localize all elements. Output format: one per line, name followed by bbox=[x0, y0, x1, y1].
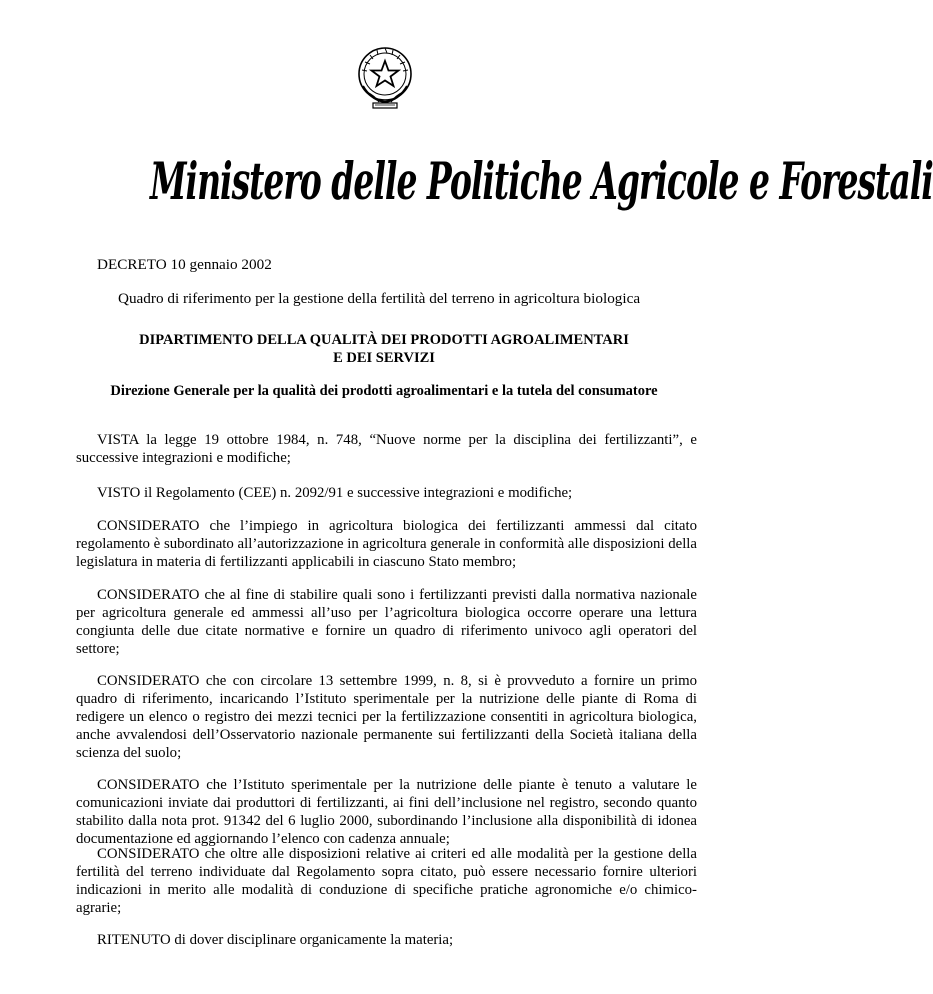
recital-paragraph: CONSIDERATO che oltre alle disposizioni relative ai criteri ed alle modalità per la gestione della fertilità del terreno individuate dal Regolamento sopra citato, può essere necessario fornire ulteriori indicazioni in merito alle modalità di conduzione di specifiche pratiche agronomiche e/o chimico-agrarie; bbox=[76, 846, 697, 916]
recital-paragraph: VISTO il Regolamento (CEE) n. 2092/91 e successive integrazioni e modifiche; bbox=[97, 485, 573, 501]
decree-subject: Quadro di riferimento per la gestione della fertilità del terreno in agricoltura biologica bbox=[118, 290, 641, 307]
department-heading: DIPARTIMENTO DELLA QUALITÀ DEI PRODOTTI AGROALIMENTARI bbox=[139, 332, 629, 348]
decree-date: DECRETO 10 gennaio 2002 bbox=[97, 256, 272, 273]
recital-paragraph: CONSIDERATO che l’impiego in agricoltura biologica dei fertilizzanti ammessi dal citato regolamento è subordinato all’autorizzazione in agricoltura generale in conformità alle disposizioni della legislatura in materia di fertilizzanti applicabili in ciascuno Stato membro; bbox=[76, 518, 697, 570]
emblem-of-italy-icon bbox=[353, 40, 417, 112]
ministry-wordmark: Ministero delle Politiche Agricole e Forestali bbox=[150, 151, 933, 212]
department-heading-continued: E DEI SERVIZI bbox=[333, 350, 435, 366]
recital-paragraph: CONSIDERATO che l’Istituto sperimentale per la nutrizione delle piante è tenuto a valutare le comunicazioni inviate dai produttori di fertilizzanti, ai fini dell’inclusione nel registro, secondo quanto stabilito dalla nota prot. 91342 del 6 luglio 2000, subordinando l’inclusione alla disponibilità di idonea documentazione ed aggiornando l’elenco con cadenza annuale; bbox=[76, 777, 697, 847]
directorate-heading: Direzione Generale per la qualità dei prodotti agroalimentari e la tutela del consumatore bbox=[110, 383, 658, 399]
recital-paragraph: CONSIDERATO che al fine di stabilire quali sono i fertilizzanti previsti dalla normativa nazionale per agricoltura generale ed ammessi all’uso per l’agricoltura biologica occorre operare una lettura congiunta delle due citate normative e fornire un quadro di riferimento univoco agli operatori del settore; bbox=[76, 587, 697, 657]
recital-paragraph: VISTA la legge 19 ottobre 1984, n. 748, “Nuove norme per la disciplina dei fertilizzanti”, e successive integrazioni e modifiche; bbox=[76, 432, 697, 466]
recital-paragraph: CONSIDERATO che con circolare 13 settembre 1999, n. 8, si è provveduto a fornire un primo quadro di riferimento, incaricando l’Istituto sperimentale per la nutrizione delle piante di Roma di redigere un elenco o registro dei mezzi tecnici per la fertilizzazione consentiti in agricoltura biologica, anche avvalendosi dell’Osservatorio nazionale permanente sui fertilizzanti della Società italiana della scienza del suolo; bbox=[76, 673, 697, 761]
recital-paragraph: RITENUTO di dover disciplinare organicamente la materia; bbox=[97, 932, 454, 948]
